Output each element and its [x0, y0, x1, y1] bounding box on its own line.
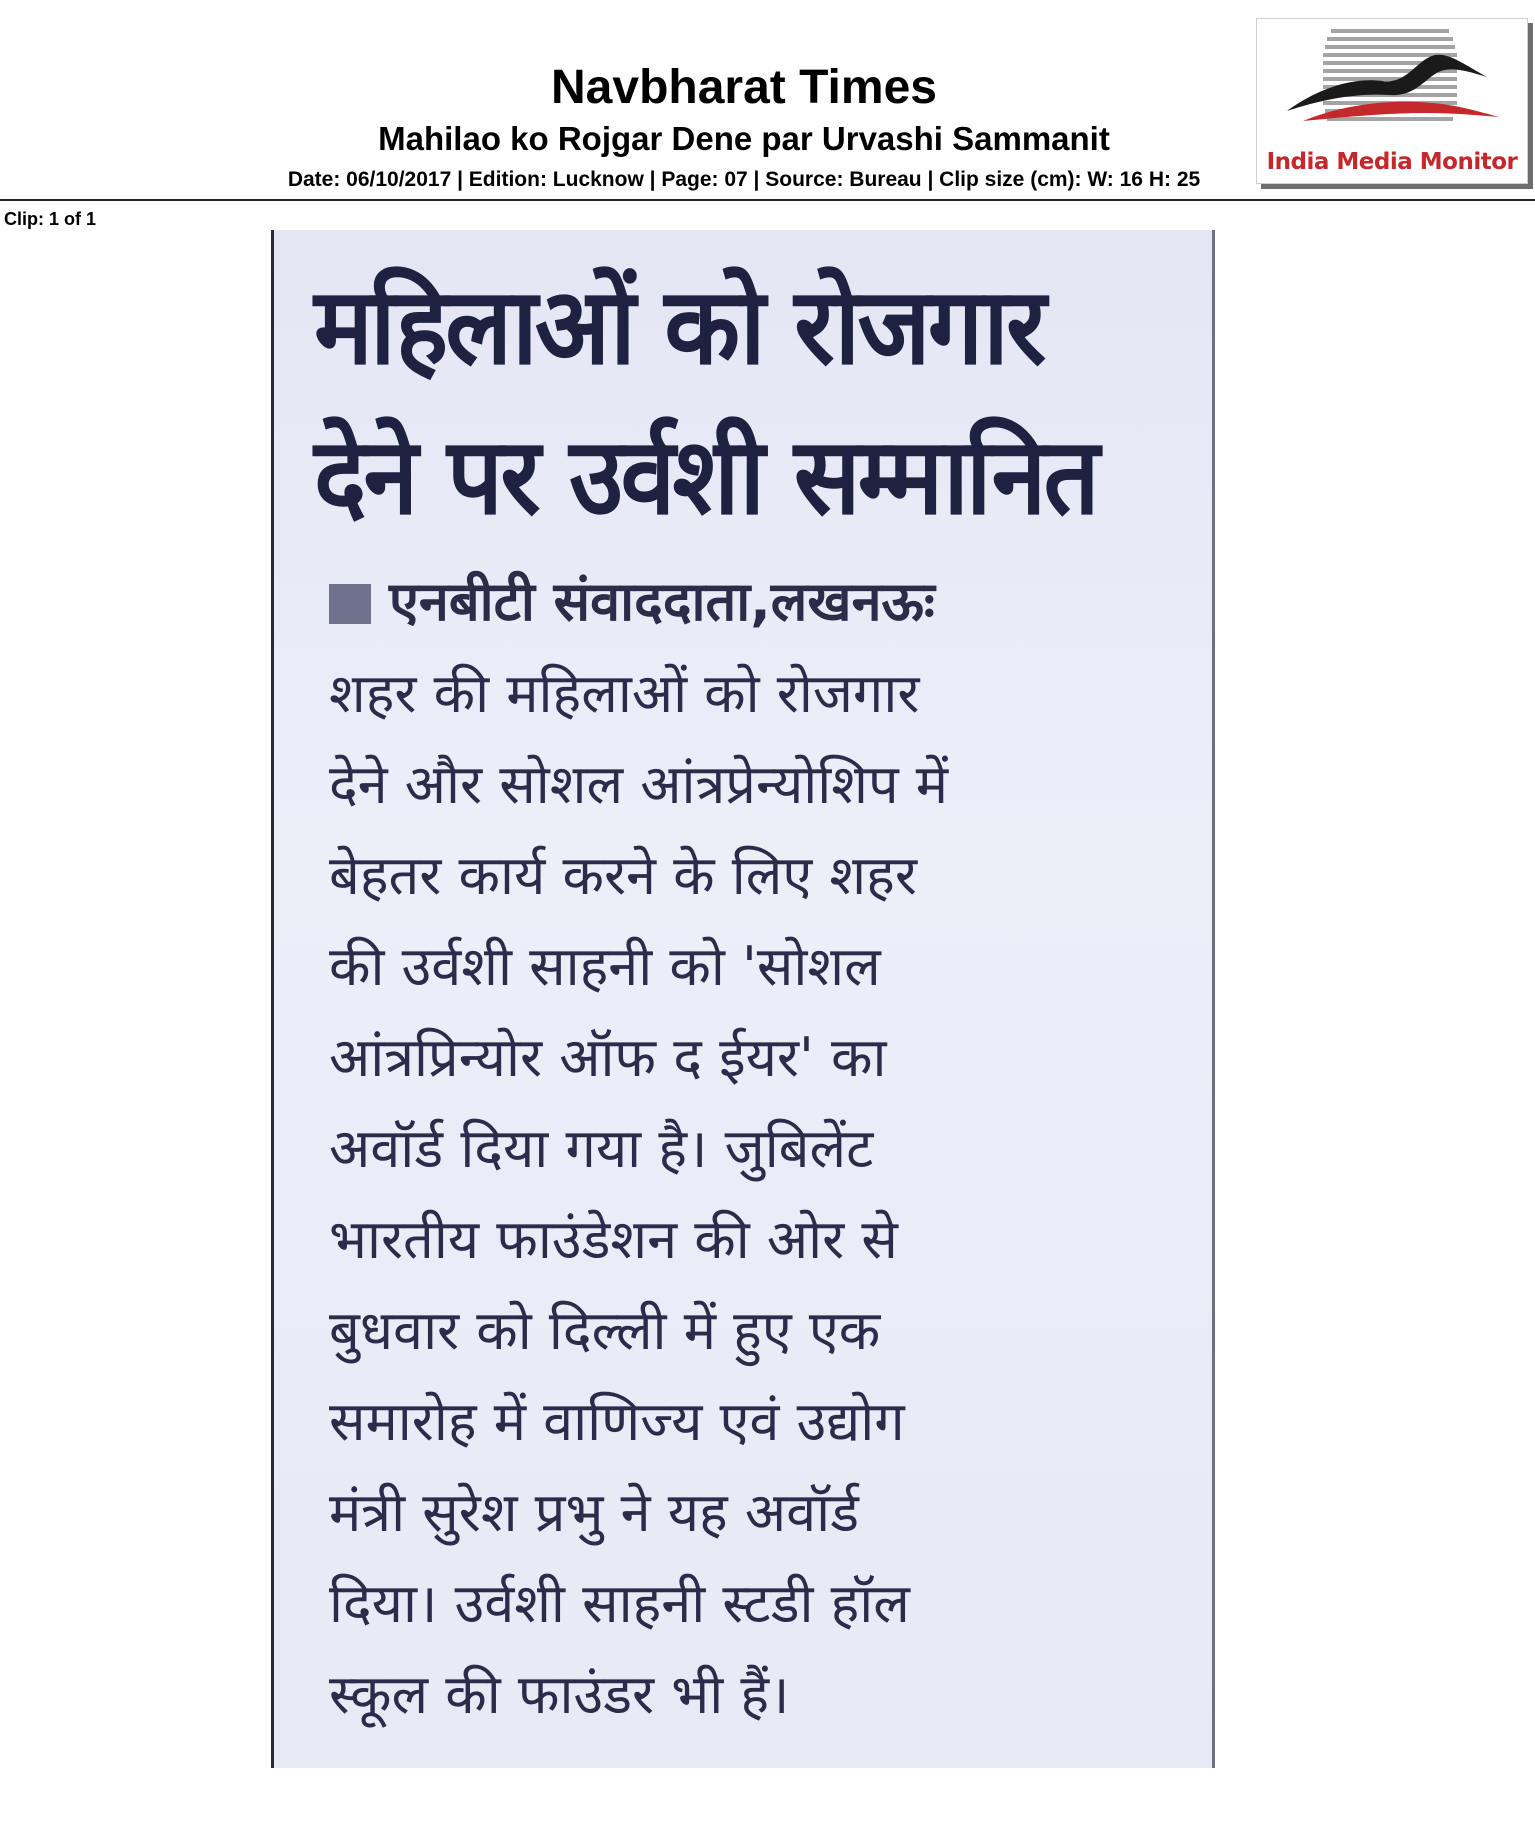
article-body-line: अवॉर्ड दिया गया है। जुबिलेंट: [329, 1117, 874, 1180]
article-body-line: देने और सोशल आंत्रप्रेन्योशिप में: [329, 753, 949, 816]
article-body: [329, 648, 1199, 1740]
article-body-line: शहर की महिलाओं को रोजगार: [329, 662, 920, 725]
article-body-line: बुधवार को दिल्ली में हुए एक: [329, 1299, 881, 1362]
article-body-line: आंत्रप्रिन्योर ऑफ द ईयर' का: [329, 1026, 887, 1089]
headline-transliterated: Mahilao ko Rojgar Dene par Urvashi Sammanit: [378, 120, 1110, 157]
article-body-line: मंत्री सुरेश प्रभु ने यह अवॉर्ड: [329, 1481, 860, 1544]
publication-title: Navbharat Times: [551, 61, 937, 114]
clip-metadata: Date: 06/10/2017 | Edition: Lucknow | Page: 07 | Source: Bureau | Clip size (cm): W: 16 H: 25: [287, 168, 1201, 191]
logo-wordmark: India Media Monitor: [1266, 149, 1518, 175]
header-divider: [0, 199, 1535, 201]
article-body-line: समारोह में वाणिज्य एवं उद्योग: [329, 1390, 905, 1453]
article-body-line: की उर्वशी साहनी को 'सोशल: [329, 935, 881, 998]
article-body-line: स्कूल की फाउंडर भी हैं।: [329, 1663, 790, 1726]
byline-text: एनबीटी संवाददाता,लखनऊः: [389, 570, 935, 633]
article-headline: [314, 252, 1142, 552]
clip-header: [0, 0, 1535, 200]
article-body-line: भारतीय फाउंडेशन की ओर से: [329, 1208, 898, 1271]
newspaper-clipping: [271, 230, 1215, 1768]
article-body-line: दिया। उर्वशी साहनी स्टडी हॉल: [329, 1572, 910, 1635]
article-body-line: बेहतर कार्य करने के लिए शहर: [329, 844, 917, 907]
article-headline-line-1: महिलाओं को रोजगार: [314, 265, 1044, 388]
clip-count: Clip: 1 of 1: [4, 209, 97, 229]
india-media-monitor-logo: [1256, 18, 1528, 184]
byline-square-icon: [329, 584, 371, 624]
article-headline-line-2: देने पर उर्वशी सम्मानित: [314, 415, 1097, 538]
article-byline: [329, 560, 1189, 644]
